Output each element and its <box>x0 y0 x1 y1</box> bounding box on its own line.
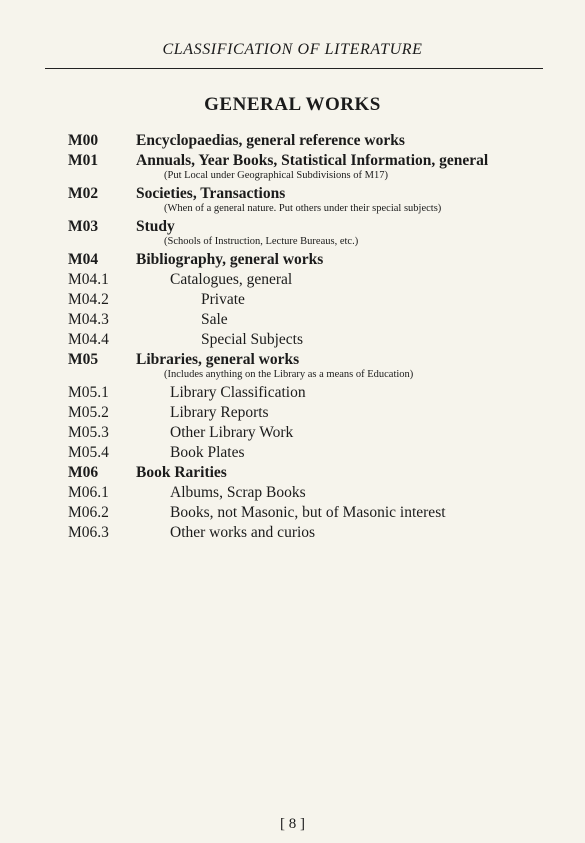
entry-row <box>68 151 548 171</box>
classification-entry <box>68 151 548 182</box>
classification-entry <box>68 270 548 290</box>
entry-row <box>68 217 548 237</box>
classification-entry <box>68 483 548 503</box>
entry-label: Libraries, general works <box>136 351 300 368</box>
entry-label: Albums, Scrap Books <box>170 484 306 501</box>
classification-entry <box>68 290 548 310</box>
entry-label: Catalogues, general <box>170 271 293 288</box>
classification-entry <box>68 383 548 403</box>
entry-row <box>68 250 548 270</box>
entry-row <box>68 350 548 370</box>
classification-entry <box>68 403 548 423</box>
entry-note: (When of a general nature. Put others under their special subjects) <box>164 203 442 214</box>
entry-row <box>68 290 548 310</box>
entry-row <box>68 330 548 350</box>
page-number: [ 8 ] <box>280 816 305 832</box>
entry-label: Sale <box>201 311 228 328</box>
classification-entry <box>68 131 548 151</box>
classification-entry <box>68 350 548 381</box>
entry-label: Special Subjects <box>201 331 304 348</box>
entry-code: M05.2 <box>68 404 109 421</box>
entry-code: M06.3 <box>68 524 109 541</box>
entry-row <box>68 383 548 403</box>
entry-label: Private <box>201 291 245 308</box>
entry-label: Societies, Transactions <box>136 185 286 202</box>
entry-code: M06.1 <box>68 484 109 501</box>
entry-code: M04 <box>68 251 99 268</box>
entry-code: M05.3 <box>68 424 109 441</box>
entry-code: M03 <box>68 218 99 235</box>
entry-note: (Put Local under Geographical Subdivisions of M17) <box>164 170 388 181</box>
header-rule <box>45 68 543 69</box>
entry-code: M05.4 <box>68 444 109 461</box>
entry-note: (Includes anything on the Library as a means of Education) <box>164 369 414 380</box>
entry-label: Book Rarities <box>136 464 227 481</box>
entry-label: Study <box>136 218 175 235</box>
entry-row <box>68 184 548 204</box>
classification-entry <box>68 217 548 248</box>
entry-code: M04.4 <box>68 331 109 348</box>
entry-row <box>68 443 548 463</box>
entry-code: M05.1 <box>68 384 109 401</box>
entry-row <box>68 523 548 543</box>
entry-label: Library Classification <box>170 384 306 401</box>
entry-label: Book Plates <box>170 444 245 461</box>
entry-code: M06.2 <box>68 504 109 521</box>
entry-code: M00 <box>68 132 99 149</box>
section-title: GENERAL WORKS <box>204 94 381 115</box>
entry-label: Encyclopaedias, general reference works <box>136 132 405 149</box>
running-head: CLASSIFICATION OF LITERATURE <box>162 41 423 58</box>
entry-row <box>68 503 548 523</box>
entry-code: M06 <box>68 464 99 481</box>
entry-label: Bibliography, general works <box>136 251 324 268</box>
entry-code: M01 <box>68 152 99 169</box>
entry-label: Annuals, Year Books, Statistical Information, general <box>136 152 489 169</box>
entry-code: M02 <box>68 185 99 202</box>
entry-label: Other Library Work <box>170 424 294 441</box>
classification-entry <box>68 463 548 483</box>
classification-list <box>68 131 548 543</box>
entry-row <box>68 463 548 483</box>
entry-row <box>68 131 548 151</box>
entry-code: M04.3 <box>68 311 109 328</box>
entry-row <box>68 310 548 330</box>
entry-row <box>68 423 548 443</box>
entry-row <box>68 483 548 503</box>
classification-entry <box>68 330 548 350</box>
entry-label: Other works and curios <box>170 524 316 541</box>
classification-entry <box>68 503 548 523</box>
classification-entry <box>68 423 548 443</box>
classification-entry <box>68 523 548 543</box>
classification-entry <box>68 310 548 330</box>
entry-note: (Schools of Instruction, Lecture Bureaus, etc.) <box>164 236 359 247</box>
entry-code: M05 <box>68 351 99 368</box>
entry-label: Books, not Masonic, but of Masonic interest <box>170 504 446 521</box>
entry-label: Library Reports <box>170 404 269 421</box>
classification-entry <box>68 443 548 463</box>
entry-row <box>68 270 548 290</box>
entry-row <box>68 403 548 423</box>
classification-entry <box>68 184 548 215</box>
entry-code: M04.2 <box>68 291 109 308</box>
entry-code: M04.1 <box>68 271 109 288</box>
classification-entry <box>68 250 548 270</box>
